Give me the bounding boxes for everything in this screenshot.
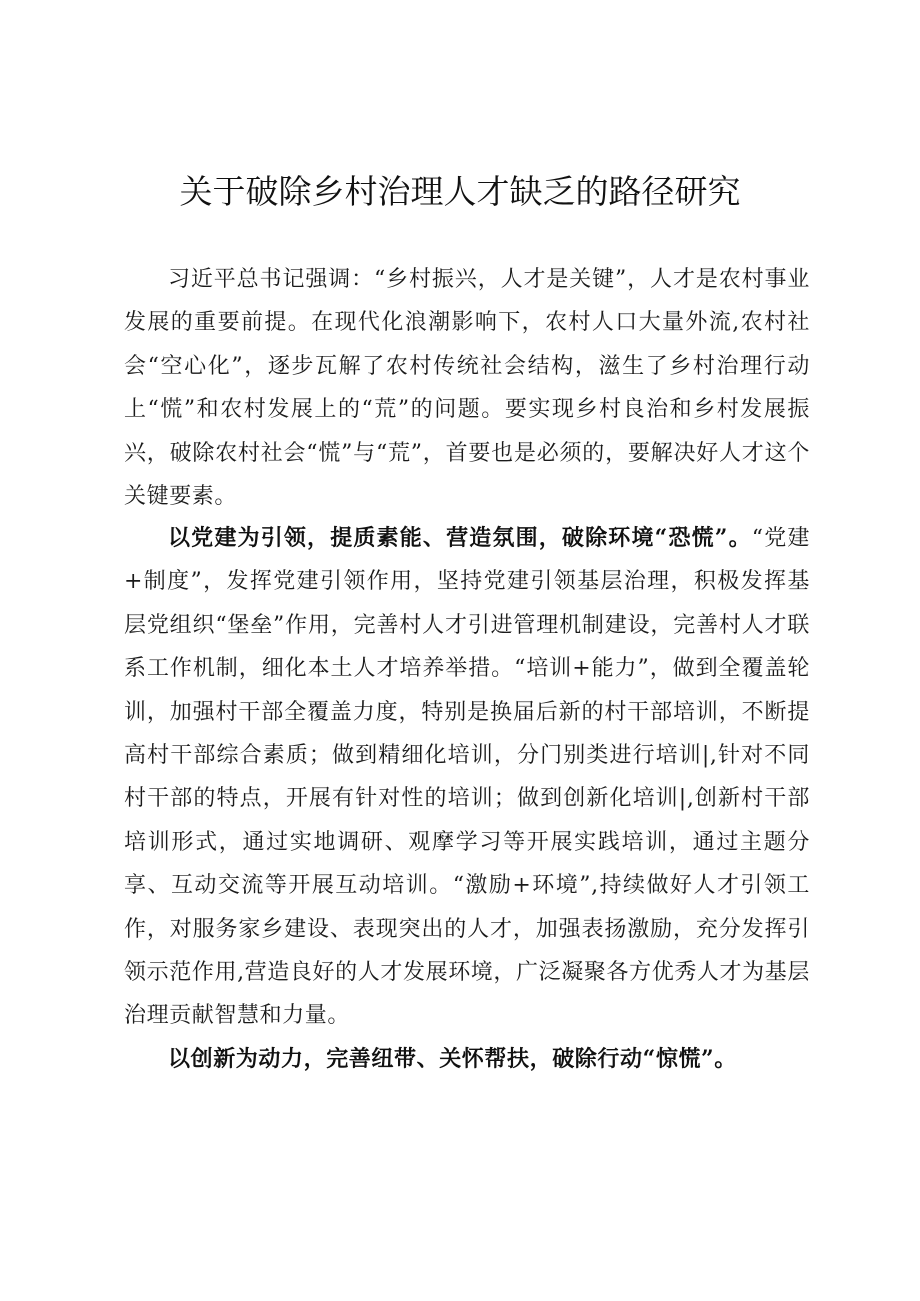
document-title: 关于破除乡村治理人才缺乏的路径研究 (179, 172, 741, 211)
paragraph-party-building (124, 517, 810, 1038)
paragraph-intro (124, 258, 810, 518)
paragraph-intro-text: 习近平总书记强调：“乡村振兴，人才是关键”，人才是农村事业发展的重要前提。在现代化浪潮影响下，农村人口大量外流,农村社会“空心化”，逐步瓦解了农村传统社会结构，滋生了乡村治理行动上“慌”和农村发展上的“荒”的问题。要实现乡村良治和乡村发展振兴，破除农村社会“慌”与“荒”，首要也是必须的，要解决好人才这个关键要素。 (124, 267, 810, 510)
paragraph-innovation (124, 1038, 810, 1081)
paragraph-innovation-heading: 以创新为动力，完善纽带、关怀帮扶，破除行动“惊慌”。 (168, 1046, 737, 1072)
paragraph-party-building-heading: 以党建为引领，提质素能、营造氛围，破除环境“恐慌”。 (168, 525, 752, 551)
paragraph-party-building-text: “党建+制度”，发挥党建引领作用，坚持党建引领基层治理，积极发挥基层党组织“堡垒”作用，完善村人才引进管理机制建设，完善村人才联系工作机制，细化本土人才培养举措。“培训+能力”，做到全覆盖轮训，加强村干部全覆盖力度，特别是换届后新的村干部培训，不断提高村干部综合素质；做到精细化培训，分门别类进行培训|,针对不同村干部的特点，开展有针对性的培训；做到创新化培训|,创新村干部培训形式，通过实地调研、观摩学习等开展实践培训，通过主题分享、互动交流等开展互动培训。“激励+环境”,持续做好人才引领工作，对服务家乡建设、表现突出的人才，加强表扬激励，充分发挥引领示范作用,营造良好的人才发展环境，广泛凝聚各方优秀人才为基层治理贡献智慧和力量。 (124, 526, 810, 1029)
